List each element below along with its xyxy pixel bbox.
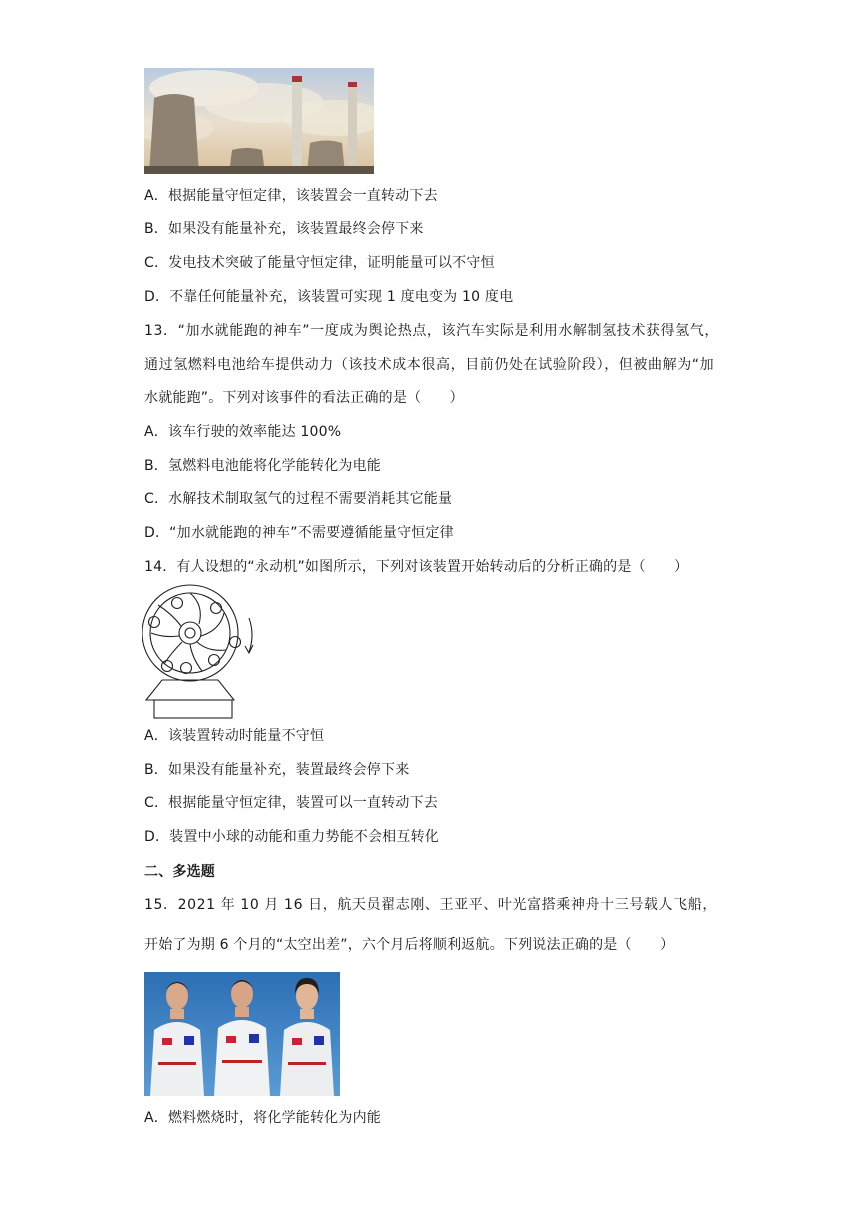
q15-stem-line-2: 开始了为期 6 个月的“太空出差”，六个月后将顺利返航。下列说法正确的是（ ） [144,937,675,953]
q14-option-c: C．根据能量守恒定律，装置可以一直转动下去 [144,795,438,811]
wheel-machine-illustration [142,580,262,720]
q14-option-b: B．如果没有能量补充，装置最终会停下来 [144,762,410,778]
q14-option-a: A．该装置转动时能量不守恒 [144,728,325,744]
q15-stem-line-1: 15．2021 年 10 月 16 日，航天员翟志刚、王亚平、叶光富搭乘神舟十三号载人飞船， [144,897,717,913]
q12-option-d: D．不靠任何能量补充，该装置可实现 1 度电变为 10 度电 [144,289,514,305]
section-heading: 二、多选题 [144,864,215,880]
q15-option-a: A．燃料燃烧时，将化学能转化为内能 [144,1110,381,1126]
power-plant-photo [144,68,374,174]
q13-option-b: B．氢燃料电池能将化学能转化为电能 [144,458,382,474]
three-astronauts-illustration [144,972,340,1096]
q13-stem-line-1: 13．“加水就能跑的神车”一度成为舆论热点，该汽车实际是利用水解制氢技术获得氢气， [144,323,719,339]
q13-option-d: D．“加水就能跑的神车”不需要遵循能量守恒定律 [144,525,454,541]
q12-option-a: A．根据能量守恒定律，该装置会一直转动下去 [144,188,438,204]
q13-option-c: C．水解技术制取氢气的过程不需要消耗其它能量 [144,491,453,507]
q13-option-a: A．该车行驶的效率能达 100% [144,424,342,440]
q12-option-c: C．发电技术突破了能量守恒定律，证明能量可以不守恒 [144,255,495,271]
cooling-towers-illustration [144,68,374,174]
q13-stem-line-2: 通过氢燃料电池给车提供动力（该技术成本很高，目前仍处在试验阶段），但被曲解为“加 [144,357,715,373]
q12-option-b: B．如果没有能量补充，该装置最终会停下来 [144,221,424,237]
q14-option-d: D．装置中小球的动能和重力势能不会相互转化 [144,829,439,845]
astronauts-photo [144,972,340,1096]
perpetual-motion-diagram [142,580,262,720]
q14-stem: 14．有人设想的“永动机”如图所示，下列对该装置开始转动后的分析正确的是（ ） [144,559,689,575]
q13-stem-line-3: 水就能跑”。下列对该事件的看法正确的是（ ） [144,390,464,406]
